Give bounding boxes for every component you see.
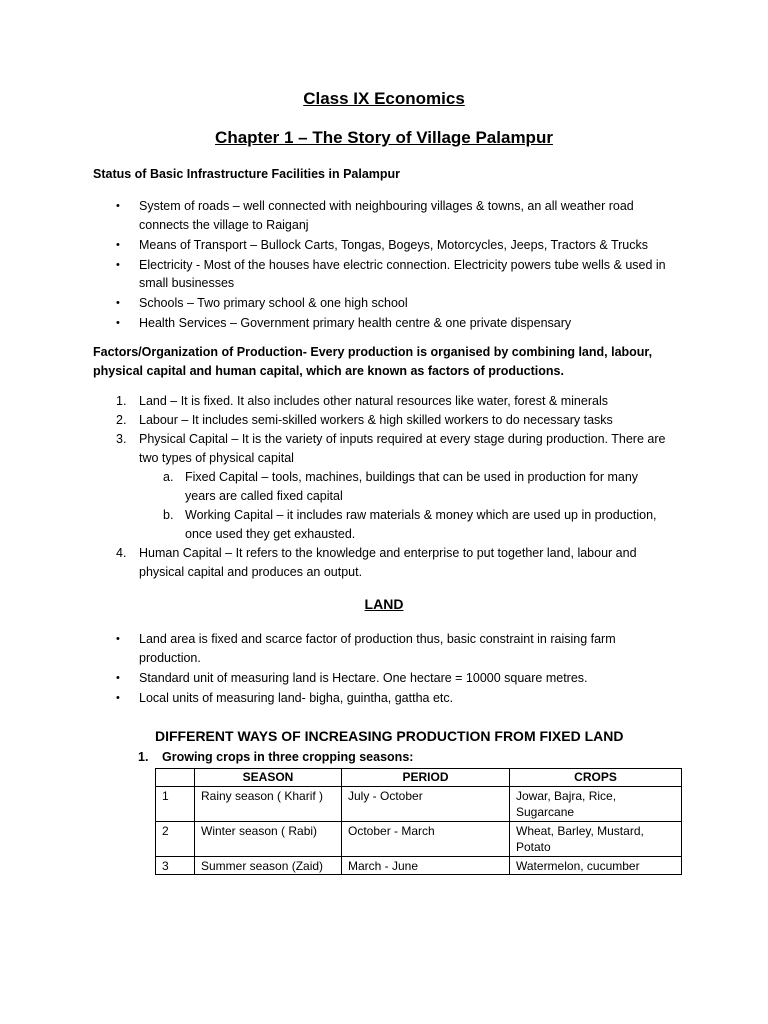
bullet-icon: •: [116, 633, 120, 645]
column-header: SEASON: [195, 769, 342, 787]
chapter-title: Chapter 1 – The Story of Village Palampur: [215, 128, 553, 147]
list-item: • Means of Transport – Bullock Carts, Tongas, Bogeys, Motorcycles, Jeeps, Tractors & Trucks: [110, 236, 670, 255]
list-item: 4. Human Capital – It refers to the knowledge and enterprise to put together land, labour and physical capital and produces an output.: [116, 546, 637, 579]
list-item: • Electricity - Most of the houses have electric connection. Electricity powers tube wells & used in small businesses: [116, 257, 666, 290]
table-cell: Summer season (Zaid): [195, 856, 342, 875]
table-cell: March - June: [342, 856, 510, 875]
table-cell: Wheat, Barley, Mustard, Potato: [510, 821, 682, 856]
bullet-icon: •: [116, 238, 120, 251]
table-cell: Rainy season ( Kharif ): [195, 786, 342, 821]
table-cell: Winter season ( Rabi): [195, 821, 342, 856]
land-list: [110, 630, 670, 709]
bullet-icon: •: [116, 258, 120, 271]
table-cell: 2: [156, 821, 195, 856]
column-header: [156, 769, 195, 787]
table-row: [156, 856, 682, 875]
list-item: • Land area is fixed and scarce factor of production thus, basic constraint in raising farm production.: [116, 632, 616, 665]
list-item: • Local units of measuring land- bigha, guintha, gattha etc.: [110, 689, 670, 708]
table-cell: July - October: [342, 786, 510, 821]
table-cell: 1: [156, 786, 195, 821]
table-cell: Jowar, Bajra, Rice, Sugarcane: [510, 786, 682, 821]
column-header: PERIOD: [342, 769, 510, 787]
infrastructure-heading: Status of Basic Infrastructure Facilities in Palampur: [93, 167, 401, 181]
table-cell: October - March: [342, 821, 510, 856]
table-cell: 3: [156, 856, 195, 875]
list-item: 2. Labour – It includes semi-skilled workers & high skilled workers to do necessary tasks: [116, 413, 613, 427]
factors-list: [110, 392, 670, 582]
column-header: CROPS: [510, 769, 682, 787]
bullet-icon: •: [116, 200, 120, 212]
table-header-row: [156, 769, 682, 787]
bullet-icon: •: [116, 691, 120, 704]
bullet-icon: •: [116, 297, 120, 309]
bullet-icon: •: [116, 317, 120, 329]
list-item: • Standard unit of measuring land is Hectare. One hectare = 10000 square metres.: [110, 669, 670, 688]
list-item: • System of roads – well connected with neighbouring villages & towns, an all weather road connects the village to Raiganj: [116, 199, 634, 232]
list-item: 3. Physical Capital – It is the variety of inputs required at every stage during production. There are two types of physical capital a. Fixed Capital – tools, machines, buildings that can be used in production for many years are called fixed capital b. Working Capital – it includes raw materials & money which are used up in production, once used they get exhausted.: [110, 430, 670, 544]
list-item: b. Working Capital – it includes raw materials & money which are used up in production, once used they get exhausted.: [163, 508, 657, 541]
document-title: Class IX Economics: [303, 89, 465, 108]
list-item: • Health Services – Government primary health centre & one private dispensary: [110, 314, 670, 333]
increasing-production-heading: DIFFERENT WAYS OF INCREASING PRODUCTION FROM FIXED LAND: [155, 728, 624, 744]
list-item: a. Fixed Capital – tools, machines, buildings that can be used in production for many years are called fixed capital: [163, 470, 639, 503]
table-row: [156, 786, 682, 821]
cropping-seasons-item: 1. Growing crops in three cropping seasons:: [138, 750, 414, 764]
cropping-seasons-table: [155, 768, 682, 875]
factors-intro: Factors/Organization of Production- Every production is organised by combining land, labour, physical capital and human capital, which are known as factors of productions.: [93, 345, 653, 378]
table-row: [156, 821, 682, 856]
list-item: • Schools – Two primary school & one high school: [110, 294, 670, 313]
capital-types-list: [139, 468, 670, 544]
list-item: 1. Land – It is fixed. It also includes other natural resources like water, forest & minerals: [116, 394, 608, 408]
infrastructure-list: [110, 197, 670, 334]
land-heading: LAND: [364, 596, 404, 612]
bullet-icon: •: [116, 671, 120, 684]
table-cell: Watermelon, cucumber: [510, 856, 682, 875]
